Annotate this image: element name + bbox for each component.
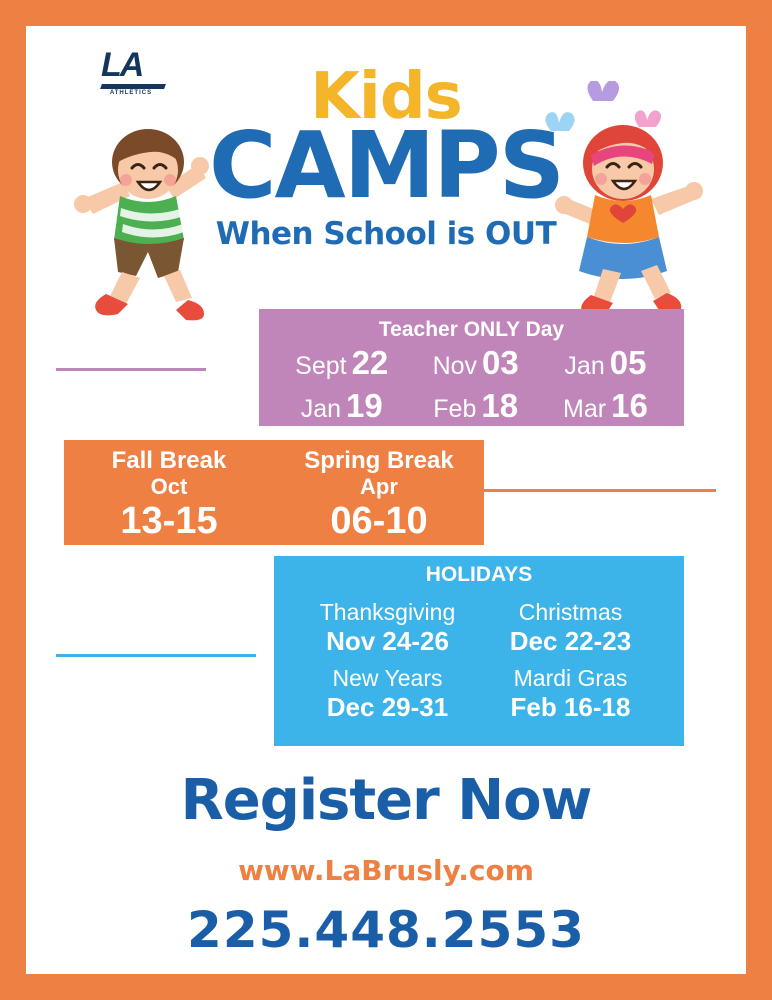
holiday-name: Christmas [518,599,623,625]
teacher-date-day: 22 [351,344,389,381]
headline-camps: CAMPS [209,112,563,219]
holiday-item [296,664,479,722]
teacher-only-day-panel [259,309,684,426]
holiday-date: Dec 22-23 [509,626,632,656]
holiday-date: Dec 29-31 [326,692,449,722]
holiday-name: Mardi Gras [513,665,628,691]
break-column-fall [64,440,274,545]
teacher-date-day: 18 [481,387,519,424]
break-column-spring [274,440,484,545]
teacher-day-column [563,345,648,431]
school-breaks-panel [64,440,484,545]
teacher-date-month: Jan [300,395,342,423]
logo-text: LA [101,46,143,84]
teacher-date-day: 16 [611,387,648,424]
teacher-date-row [563,345,648,388]
holidays-panel [274,556,684,746]
break-name: Spring Break [304,447,454,474]
teacher-date-month: Feb [433,395,477,423]
accent-rule-blue [56,654,256,657]
holiday-item [479,598,662,656]
holiday-name: New Years [332,665,443,691]
teacher-only-day-title: Teacher ONLY Day [378,318,565,341]
teacher-date-month: Jan [564,352,605,380]
teacher-date-row [433,345,519,388]
teacher-date-day: 03 [482,344,519,381]
poster-canvas [26,26,746,974]
phone-number[interactable]: 225.448.2553 [187,901,585,959]
teacher-date-row [295,388,388,431]
holidays-title: HOLIDAYS [425,563,533,586]
holidays-grid [274,590,684,722]
teacher-date-row [433,388,519,431]
accent-rule-orange [471,489,716,492]
website-link[interactable]: www.LaBrusly.com [238,854,534,887]
teacher-only-day-grid [259,345,684,431]
teacher-date-month: Sept [295,352,347,380]
accent-rule-purple [56,368,206,371]
break-days: 13-15 [120,500,218,542]
logo-subtitle: ATHLETICS [109,90,153,96]
break-days: 06-10 [330,500,428,542]
holiday-name: Thanksgiving [319,599,456,625]
teacher-day-column [295,345,388,431]
holiday-date: Nov 24-26 [326,626,449,656]
teacher-date-row [563,388,648,431]
holiday-item [479,664,662,722]
teacher-day-column [433,345,519,431]
headline-kids: Kids [310,60,462,134]
break-month: Apr [360,474,398,499]
holiday-item [296,598,479,656]
register-now-cta[interactable]: Register Now [180,768,592,833]
break-month: Oct [150,474,188,499]
teacher-date-day: 19 [346,387,383,424]
teacher-date-month: Nov [432,352,478,380]
teacher-date-month: Mar [563,395,607,423]
teacher-date-row [295,345,388,388]
teacher-date-day: 05 [609,344,647,381]
break-name: Fall Break [111,447,227,474]
headline-tagline: When School is OUT [215,216,557,252]
holiday-date: Feb 16-18 [510,692,631,722]
